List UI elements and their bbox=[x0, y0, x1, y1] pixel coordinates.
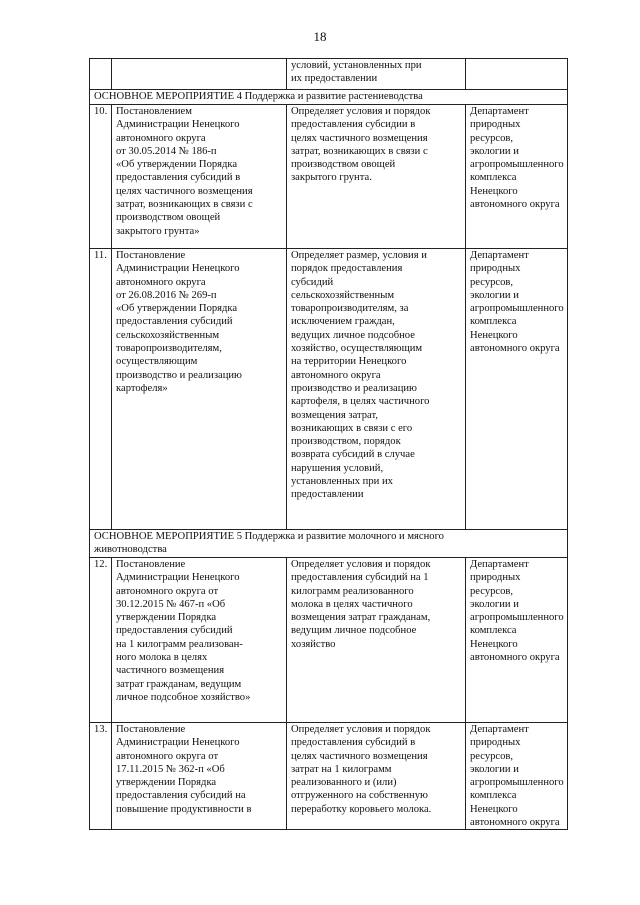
measures-table bbox=[89, 58, 568, 830]
table-row-13 bbox=[90, 723, 568, 830]
cell-num bbox=[90, 59, 112, 90]
table-row-continuation bbox=[90, 59, 568, 90]
page-number: 18 bbox=[313, 29, 327, 44]
cell-num: 13. bbox=[90, 723, 112, 830]
cell-num: 10. bbox=[90, 105, 112, 249]
cell-document: Постановление Администрации Ненецкого автономного округа от 17.11.2015 № 362-п «Об утверждении Порядка предоставления субсидий на повышение продуктивности в bbox=[112, 723, 287, 830]
cell-executor: Департамент природных ресурсов, экологии и агропромышленного комплекса Ненецкого автономного округа bbox=[466, 723, 568, 830]
table-row-12 bbox=[90, 558, 568, 723]
table-row-10 bbox=[90, 105, 568, 249]
cell-num: 11. bbox=[90, 249, 112, 530]
cell-num: 12. bbox=[90, 558, 112, 723]
cell-purpose: Определяет условия и порядок предоставления субсидий в целях частичного возмещения затрат на 1 килограмм реализованного и (или) отгруженного на собственную переработку коровьего молока. bbox=[287, 723, 466, 830]
section-row-4 bbox=[90, 90, 568, 105]
cell-executor: Департамент природных ресурсов, экологии и агропромышленного комплекса Ненецкого автономного округа bbox=[466, 105, 568, 249]
section-title: ОСНОВНОЕ МЕРОПРИЯТИЕ 5 Поддержка и развитие молочного и мясного животноводства bbox=[90, 530, 568, 558]
section-row-5 bbox=[90, 530, 568, 558]
cell-document: Постановлением Администрации Ненецкого автономного округа от 30.05.2014 № 186-п «Об утверждении Порядка предоставления субсидий в целях частичного возмещения затрат, возникающих в связи с производством овощей закрытого грунта» bbox=[112, 105, 287, 249]
cell-purpose: Определяет условия и порядок предоставления субсидий на 1 килограмм реализованного молока в целях частичного возмещения затрат гражданам, ведущим личное подсобное хозяйство bbox=[287, 558, 466, 723]
cell-document: Постановление Администрации Ненецкого автономного округа от 30.12.2015 № 467-п «Об утверждении Порядка предоставления субсидий на 1 килограмм реализован- ного молока в целях частичного возмещения затрат гражданам, ведущим личное подсобное хозяйство» bbox=[112, 558, 287, 723]
cell-purpose: Определяет размер, условия и порядок предоставления субсидий сельскохозяйственным товаропроизводителям, за исключением граждан, ведущих личное подсобное хозяйство, осуществляющим на территории Ненецкого автономного округа производство и реализацию картофеля, в целях частичного возмещения затрат, возникающих в связи с его производством, порядок возврата субсидий в случае нарушения условий, установленных при их предоставлении bbox=[287, 249, 466, 530]
cell-executor: Департамент природных ресурсов, экологии и агропромышленного комплекса Ненецкого автономного округа bbox=[466, 249, 568, 530]
cell-document: Постановление Администрации Ненецкого автономного округа от 26.08.2016 № 269-п «Об утверждении Порядка предоставления субсидий сельскохозяйственным товаропроизводителям, осуществляющим производство и реализацию картофеля» bbox=[112, 249, 287, 530]
cell-document bbox=[112, 59, 287, 90]
cell-executor bbox=[466, 59, 568, 90]
section-title: ОСНОВНОЕ МЕРОПРИЯТИЕ 4 Поддержка и развитие растениеводства bbox=[90, 90, 568, 105]
cell-purpose: условий, установленных при их предоставлении bbox=[287, 59, 466, 90]
table-row-11 bbox=[90, 249, 568, 530]
cell-executor: Департамент природных ресурсов, экологии и агропромышленного комплекса Ненецкого автономного округа bbox=[466, 558, 568, 723]
cell-purpose: Определяет условия и порядок предоставления субсидии в целях частичного возмещения затрат, возникающих в связи с производством овощей закрытого грунта. bbox=[287, 105, 466, 249]
